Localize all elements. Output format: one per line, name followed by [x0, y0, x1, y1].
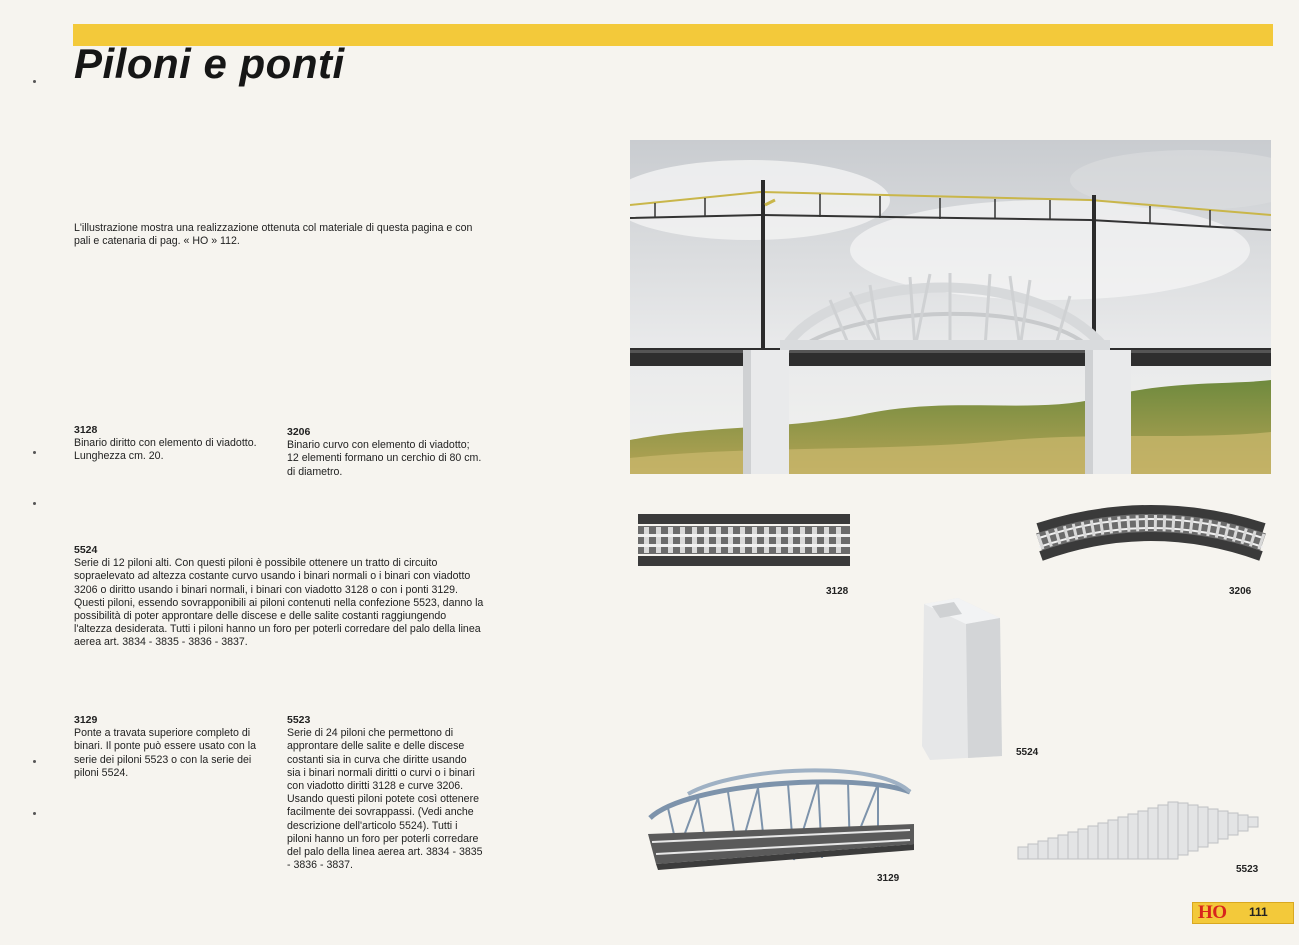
item-description: Ponte a travata superiore completo di binari. Il ponte può essere usato con la serie dei piloni 5523 o con la serie dei piloni 5524.: [74, 727, 256, 779]
margin-dot: [33, 760, 36, 763]
item-code: 3206: [287, 426, 311, 438]
item-code: 3128: [74, 424, 98, 436]
item-description: Serie di 12 piloni alti. Con questi piloni è possibile ottenere un tratto di circuito sopraelevato ad altezza costante curvo usando i binari normali o i binari con viadotto 3206 o diritto usando i binari normali, i binari con viadotto 3128 o con i ponti 3129. Questi piloni, essendo sovrapponibili ai piloni contenuti nella confezione 5523, danno la possibilità di poter approntare delle discese e delle salite costanti raggiungendo l'altezza desiderata. Tutti i piloni hanno un foro per poterli corredare del palo della linea aerea art. 3834 - 3835 - 3836 - 3837.: [74, 557, 484, 649]
item-5523: [287, 714, 483, 872]
product-label-5523: 5523: [1236, 864, 1259, 875]
item-3129: [74, 714, 272, 780]
item-5524: [74, 544, 484, 650]
bridge-layout-photo: [630, 140, 1271, 474]
item-code: 3129: [74, 714, 98, 726]
product-5523-pier-series: [1014, 795, 1268, 865]
margin-dot: [33, 451, 36, 454]
product-5524-tall-pier: [918, 596, 1006, 762]
item-3128: [74, 424, 272, 464]
product-label-5524: 5524: [1016, 747, 1039, 758]
product-label-3128: 3128: [826, 586, 849, 597]
item-description: Binario curvo con elemento di viadotto; 12 elementi formano un cerchio di 80 cm. di diametro.: [287, 439, 482, 478]
product-label-3129: 3129: [877, 873, 900, 884]
ho-logo: HO: [1198, 902, 1227, 923]
item-code: 5523: [287, 714, 311, 726]
product-label-3206: 3206: [1229, 586, 1252, 597]
product-3129-arch-bridge: [648, 764, 914, 872]
page-title: Piloni e ponti: [74, 40, 345, 87]
item-code: 5524: [74, 544, 98, 556]
item-description: Serie di 24 piloni che permettono di approntare delle salite e delle discese costanti sia in curva che diritte usando sia i binari normali diritti o curvi o i binari con viadotto diritti 3128 e curve 3206. Usando questi piloni potete così ottenere facilmente dei sovrappassi. (Vedi anche descrizione dell'articolo 5524). Tutti i piloni hanno un foro per poterli corredare del palo della linea aerea art. 3834 - 3835 - 3836 - 3837.: [287, 727, 483, 872]
margin-dot: [33, 80, 36, 83]
product-3206-curved-track: [1033, 500, 1269, 570]
intro-paragraph: L'illustrazione mostra una realizzazione ottenuta col materiale di questa pagina e con pali e catenaria di pag. « HO » 112.: [74, 222, 473, 248]
margin-dot: [33, 502, 36, 505]
page-number: 111: [1249, 905, 1268, 919]
product-3128-straight-track: [638, 512, 850, 570]
item-3206: [287, 426, 483, 479]
margin-dot: [33, 812, 36, 815]
item-description: Binario diritto con elemento di viadotto. Lunghezza cm. 20.: [74, 437, 257, 463]
